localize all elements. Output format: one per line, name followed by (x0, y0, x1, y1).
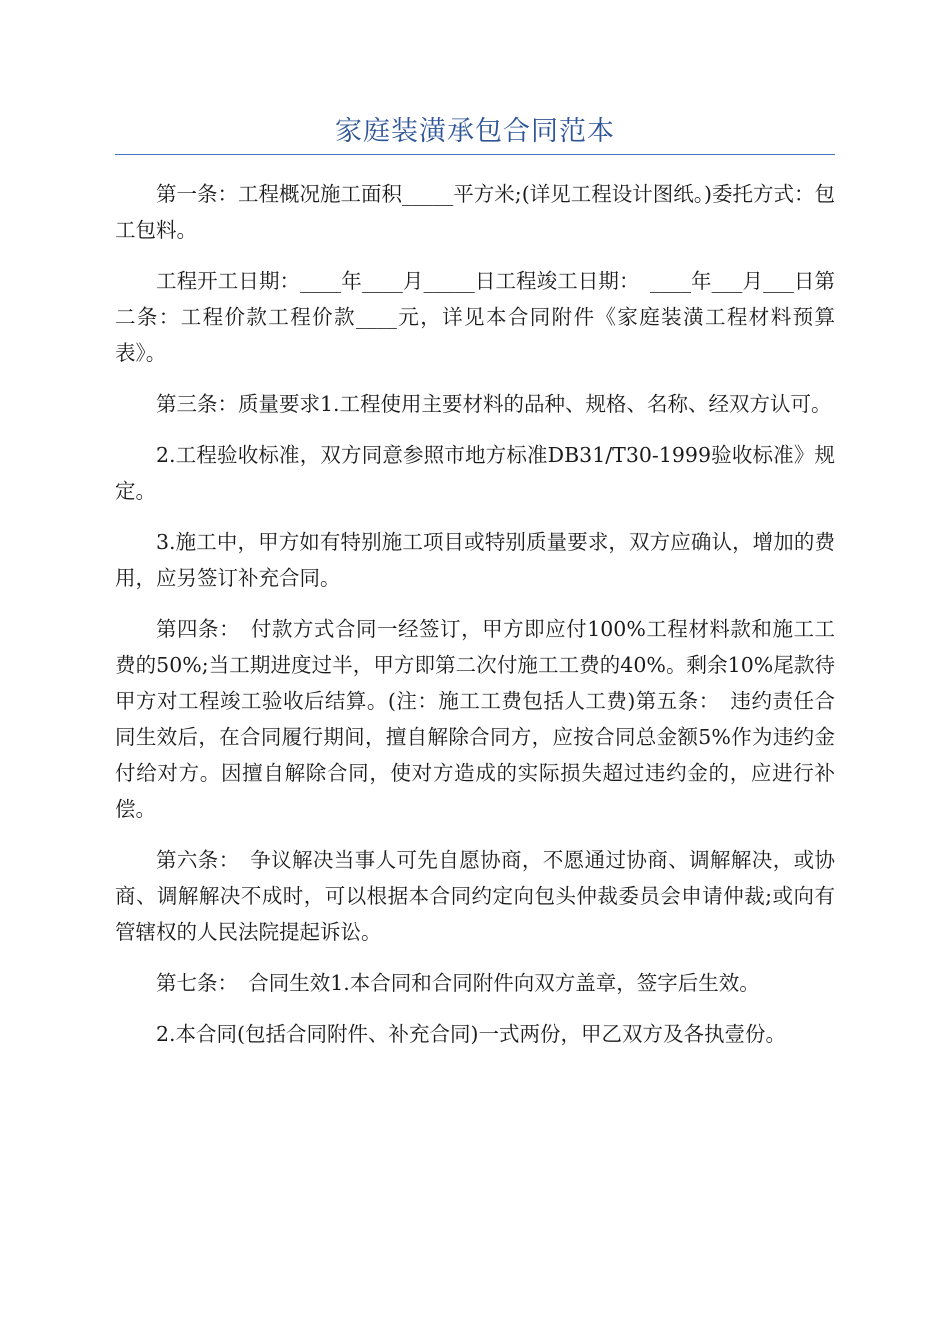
document-body (115, 176, 835, 1067)
paragraph-article-3-item-2: 2.工程验收标准，双方同意参照市地方标准DB31/T30-1999验收标准》规定。 (115, 443, 835, 503)
document-title: 家庭装潢承包合同范本 (335, 116, 615, 147)
paragraph-article-3: 第三条：质量要求1.工程使用主要材料的品种、规格、名称、经双方认可。 (156, 392, 832, 416)
paragraph-dates-article-2: 工程开工日期：____年____月_____日工程竣工日期： ____年___月___日第二条：工程价款工程价款____元，详见本合同附件《家庭装潢工程材料预算表》。 (115, 269, 835, 365)
paragraph-article-3-item-3: 3.施工中，甲方如有特别施工项目或特别质量要求，双方应确认，增加的费用，应另签订补充合同。 (115, 530, 835, 590)
paragraph-article-7-item-2: 2.本合同(包括合同附件、补充合同)一式两份，甲乙双方及各执壹份。 (156, 1022, 787, 1046)
paragraph-article-6: 第六条： 争议解决当事人可先自愿协商，不愿通过协商、调解解决，或协商、调解解决不成时，可以根据本合同约定向包头仲裁委员会申请仲裁;或向有管辖权的人民法院提起诉讼。 (115, 848, 835, 944)
title-underline (115, 154, 835, 155)
paragraph-article-1: 第一条：工程概况施工面积_____平方米;(详见工程设计图纸。)委托方式：包工包料。 (115, 182, 835, 242)
paragraph-article-4-5: 第四条： 付款方式合同一经签订，甲方即应付100%工程材料款和施工工费的50%;当工期进度过半，甲方即第二次付施工工费的40%。剩余10%尾款待甲方对工程竣工验收后结算。(注：施工工费包括人工费)第五条： 违约责任合同生效后，在合同履行期间，擅自解除合同方，应按合同总金额5%作为违约金付给对方。因擅自解除合同，使对方造成的实际损失超过违约金的，应进行补偿。 (115, 617, 835, 821)
paragraph-article-7: 第七条： 合同生效1.本合同和合同附件向双方盖章，签字后生效。 (156, 971, 760, 995)
